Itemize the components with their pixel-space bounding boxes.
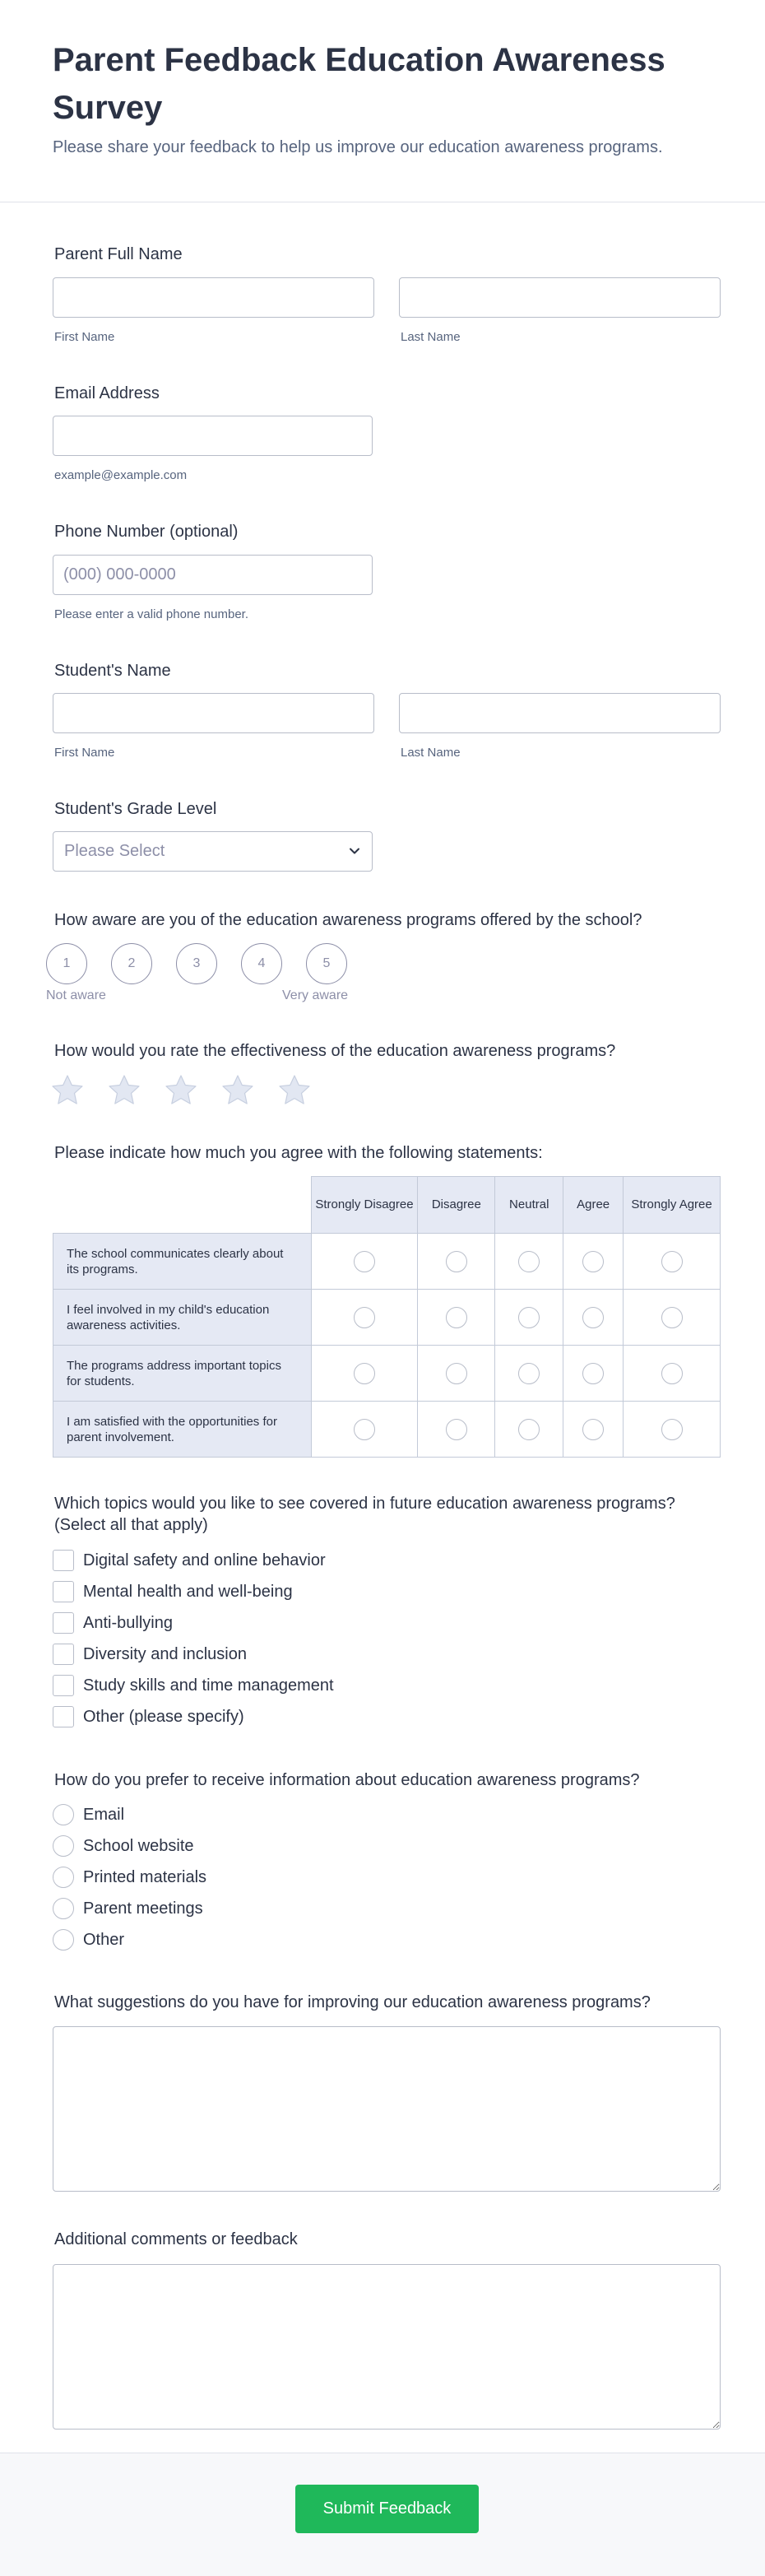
topic-option-label: Digital safety and online behavior — [83, 1551, 326, 1569]
topic-checkbox[interactable] — [53, 1675, 74, 1696]
star-rating-4-icon[interactable] — [221, 1074, 254, 1107]
parent-first-name-input[interactable] — [53, 277, 374, 318]
matrix-radio[interactable] — [446, 1419, 467, 1440]
matrix-row — [53, 1346, 721, 1402]
contact-pref-label: How do you prefer to receive information about education awareness programs? — [54, 1771, 640, 1789]
matrix-radio[interactable] — [354, 1251, 375, 1272]
page-title: Parent Feedback Education Awareness Survey — [53, 42, 665, 126]
contact-pref-radio[interactable] — [53, 1804, 74, 1825]
phone-sublabel: Please enter a valid phone number. — [54, 607, 248, 621]
parent-last-name-input[interactable] — [399, 277, 721, 318]
student-name-label: Student's Name — [54, 662, 171, 680]
student-last-name-sublabel: Last Name — [401, 746, 461, 760]
matrix-col-header: Neutral — [495, 1177, 563, 1234]
chevron-down-icon — [349, 845, 360, 857]
parent-first-name-sublabel: First Name — [54, 330, 115, 344]
matrix-radio[interactable] — [518, 1251, 540, 1272]
matrix-radio[interactable] — [582, 1251, 604, 1272]
topic-checkbox[interactable] — [53, 1612, 74, 1634]
student-last-name-input[interactable] — [399, 693, 721, 733]
topic-checkbox[interactable] — [53, 1706, 74, 1727]
matrix-radio[interactable] — [446, 1251, 467, 1272]
matrix-radio[interactable] — [661, 1363, 683, 1384]
contact-pref-option-label: School website — [83, 1837, 194, 1855]
email-label: Email Address — [54, 384, 160, 402]
grade-select[interactable] — [53, 831, 373, 872]
scale-max-caption: Very aware — [282, 988, 349, 1002]
scale-min-caption: Not aware — [46, 988, 106, 1002]
topic-option-label: Diversity and inclusion — [83, 1645, 247, 1663]
phone-label: Phone Number (optional) — [54, 523, 239, 541]
matrix-radio[interactable] — [661, 1307, 683, 1328]
matrix-radio[interactable] — [518, 1363, 540, 1384]
page-subtitle: Please share your feedback to help us improve our education awareness programs. — [53, 138, 663, 156]
contact-pref-option-label: Email — [83, 1806, 125, 1824]
matrix-label: Please indicate how much you agree with the following statements: — [54, 1144, 543, 1162]
contact-pref-option-label: Other — [83, 1931, 125, 1949]
topic-option-label: Other (please specify) — [83, 1708, 244, 1726]
matrix-radio[interactable] — [354, 1307, 375, 1328]
matrix-row — [53, 1234, 721, 1290]
topic-option-label: Mental health and well-being — [83, 1583, 293, 1601]
matrix-row-statement: I am satisfied with the opportunities for parent involvement. — [53, 1402, 312, 1458]
matrix-row — [53, 1402, 721, 1458]
email-input[interactable] — [53, 416, 373, 456]
scale-option-3[interactable]: 3 — [176, 943, 217, 984]
topic-checkbox[interactable] — [53, 1581, 74, 1602]
star-rating-3-icon[interactable] — [165, 1074, 197, 1107]
contact-pref-option-label: Parent meetings — [83, 1899, 203, 1918]
student-first-name-sublabel: First Name — [54, 746, 115, 760]
matrix-radio[interactable] — [582, 1363, 604, 1384]
matrix-radio[interactable] — [446, 1363, 467, 1384]
matrix-corner — [53, 1177, 312, 1234]
matrix-radio[interactable] — [661, 1251, 683, 1272]
contact-pref-radio[interactable] — [53, 1898, 74, 1919]
matrix-col-header: Agree — [563, 1177, 624, 1234]
matrix-row-statement: The programs address important topics for students. — [53, 1346, 312, 1402]
star-rating-5-icon[interactable] — [278, 1074, 311, 1107]
scale-option-2[interactable]: 2 — [111, 943, 152, 984]
agreement-matrix — [53, 1176, 721, 1458]
submit-button[interactable]: Submit Feedback — [295, 2485, 479, 2533]
topic-option-label: Anti-bullying — [83, 1614, 173, 1632]
star-rating-1-icon[interactable] — [51, 1074, 84, 1107]
comments-label: Additional comments or feedback — [54, 2230, 298, 2248]
matrix-radio[interactable] — [354, 1419, 375, 1440]
topic-option-label: Study skills and time management — [83, 1676, 334, 1695]
parent-name-label: Parent Full Name — [54, 245, 183, 263]
suggestions-textarea[interactable] — [53, 2026, 721, 2192]
contact-pref-radio[interactable] — [53, 1929, 74, 1951]
matrix-col-header: Strongly Agree — [624, 1177, 721, 1234]
matrix-row — [53, 1290, 721, 1346]
matrix-radio[interactable] — [661, 1419, 683, 1440]
student-first-name-input[interactable] — [53, 693, 374, 733]
awareness-label: How aware are you of the education awareness programs offered by the school? — [54, 911, 642, 929]
topics-label: Which topics would you like to see covered in future education awareness programs? (Select all that apply) — [54, 1495, 675, 1534]
matrix-col-header: Disagree — [418, 1177, 495, 1234]
matrix-col-header: Strongly Disagree — [311, 1177, 418, 1234]
matrix-radio[interactable] — [582, 1307, 604, 1328]
contact-pref-option-label: Printed materials — [83, 1868, 207, 1886]
suggestions-label: What suggestions do you have for improving our education awareness programs? — [54, 1993, 651, 2011]
star-rating-2-icon[interactable] — [108, 1074, 141, 1107]
matrix-radio[interactable] — [518, 1307, 540, 1328]
scale-option-1[interactable]: 1 — [46, 943, 87, 984]
contact-pref-radio[interactable] — [53, 1867, 74, 1888]
matrix-radio[interactable] — [354, 1363, 375, 1384]
contact-pref-radio[interactable] — [53, 1835, 74, 1857]
email-sublabel: example@example.com — [54, 468, 188, 482]
scale-option-4[interactable]: 4 — [241, 943, 282, 984]
comments-textarea[interactable] — [53, 2264, 721, 2430]
matrix-radio[interactable] — [446, 1307, 467, 1328]
matrix-row-statement: I feel involved in my child's education awareness activities. — [53, 1290, 312, 1346]
matrix-radio[interactable] — [518, 1419, 540, 1440]
grade-label: Student's Grade Level — [54, 800, 217, 818]
effectiveness-label: How would you rate the effectiveness of the education awareness programs? — [54, 1042, 616, 1060]
grade-selected-value: Please Select — [64, 842, 165, 860]
scale-option-5[interactable]: 5 — [306, 943, 347, 984]
topic-checkbox[interactable] — [53, 1550, 74, 1571]
matrix-row-statement: The school communicates clearly about its programs. — [53, 1234, 312, 1290]
topic-checkbox[interactable] — [53, 1644, 74, 1665]
matrix-radio[interactable] — [582, 1419, 604, 1440]
form-header — [0, 0, 765, 202]
parent-last-name-sublabel: Last Name — [401, 330, 461, 344]
phone-input[interactable] — [53, 555, 373, 595]
